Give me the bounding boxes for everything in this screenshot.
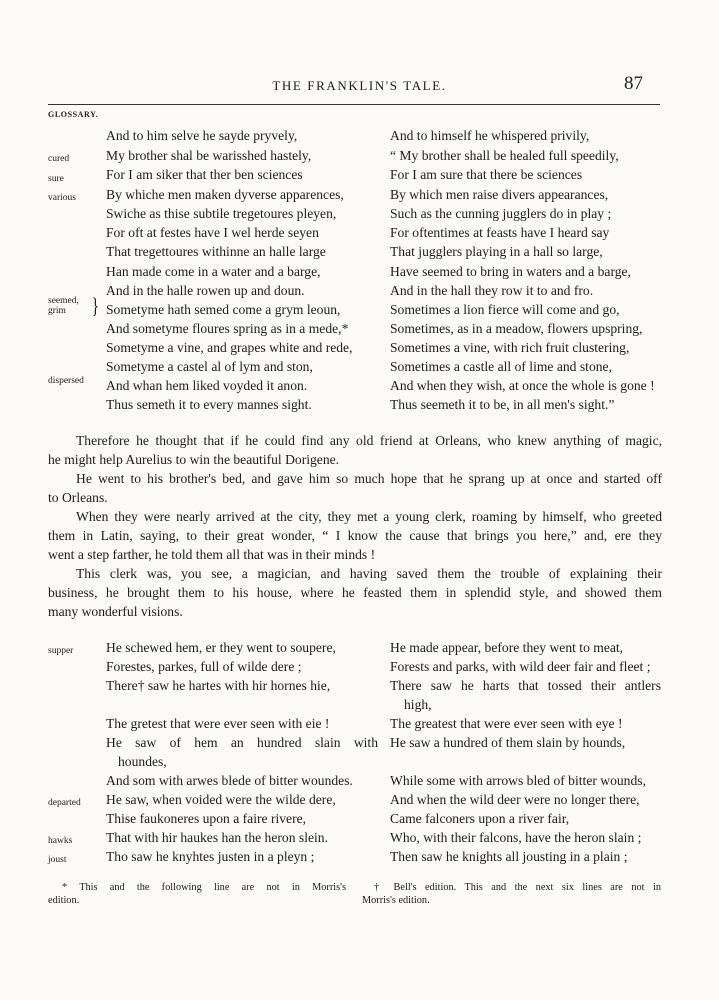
original-line: He saw, when voided were the wilde dere, (106, 792, 336, 807)
page-number: 87 (624, 73, 643, 94)
gloss-joust: joust (48, 855, 67, 865)
original-line: Swiche as thise subtile tregetoures pleyen, (106, 206, 337, 221)
original-line: And in the halle rowen up and doun. (106, 283, 305, 298)
original-line: And som with arwes blede of bitter woundes. (106, 773, 353, 788)
modern-line: Sometimes a lion fierce will come and go, (390, 302, 620, 317)
original-line: For oft at festes have I wel herde seyen (106, 225, 319, 240)
footnote-left-line: * This and the following line are not in Morris's (62, 882, 346, 893)
modern-line: high, (404, 697, 432, 712)
modern-line: He saw a hundred of them slain by hounds, (390, 735, 626, 750)
prose-line: many wonderful visions. (48, 604, 183, 619)
gloss-grim: grim (48, 306, 66, 316)
gloss-dispersed: dispersed (48, 376, 84, 386)
original-line: Tho saw he knyhtes justen in a pleyn ; (106, 849, 315, 864)
modern-line: Have seemed to bring in waters and a barge, (390, 264, 631, 279)
modern-line: Forests and parks, with wild deer fair and fleet ; (390, 659, 651, 674)
modern-line: That jugglers playing in a hall so large, (390, 244, 603, 259)
footnote-right-line: Morris's edition. (362, 895, 430, 906)
running-title: THE FRANKLIN'S TALE. (272, 78, 447, 93)
modern-line: “ My brother shall be healed full speedily, (390, 148, 619, 163)
footnote-right-line: † Bell's edition. This and the next six lines are not in (374, 882, 661, 893)
gloss-seemed: seemed, (48, 296, 79, 306)
original-line: Sometyme hath semed come a grym leoun, (106, 302, 341, 317)
original-line: My brother shal be warisshed hastely, (106, 148, 312, 163)
gloss-supper: supper (48, 646, 74, 656)
prose-line: business, he brought them to his house, where he feasted them in splendid style, and showed them (48, 585, 662, 600)
original-line: Thise faukoneres upon a faire rivere, (106, 811, 307, 826)
gloss-cured: cured (48, 154, 70, 164)
modern-line: And in the hall they row it to and fro. (390, 283, 594, 298)
original-line: For I am siker that ther ben sciences (106, 167, 303, 182)
glossary-heading: GLOSSARY. (48, 110, 99, 119)
original-line: That tregettoures withinne an halle large (106, 244, 326, 259)
original-line: Thus semeth it to every mannes sight. (106, 397, 312, 412)
modern-line: And when they wish, at once the whole is gone ! (390, 378, 655, 393)
modern-line: Came falconers upon a river fair, (390, 811, 570, 826)
original-line: By whiche men maken dyverse apparences, (106, 187, 344, 202)
prose-line: Therefore he thought that if he could find any old friend at Orleans, who knew anything of magic, (76, 433, 662, 448)
header-rule (48, 104, 660, 105)
original-line: He schewed hem, er they went to soupere, (106, 640, 336, 655)
original-line: And whan hem liked voyded it anon. (106, 378, 308, 393)
gloss-various: various (48, 193, 76, 203)
modern-line: And when the wild deer were no longer there, (390, 792, 640, 807)
modern-line: He made appear, before they went to meat, (390, 640, 624, 655)
prose-line: he might help Aurelius to win the beautiful Dorigene. (48, 452, 340, 467)
modern-line: Sometimes, as in a meadow, flowers upspring, (390, 321, 643, 336)
gloss-departed: departed (48, 798, 81, 808)
modern-line: By which men raise divers appearances, (390, 187, 609, 202)
original-line: Sometyme a vine, and grapes white and rede, (106, 340, 353, 355)
original-line: Forestes, parkes, full of wilde dere ; (106, 659, 302, 674)
prose-line: He went to his brother's bed, and gave him so much hope that he sprang up at once and started off (76, 471, 662, 486)
gloss-sure: sure (48, 174, 64, 184)
original-line: houndes, (118, 754, 167, 769)
modern-line: Sometimes a vine, with rich fruit clustering, (390, 340, 630, 355)
modern-line: There saw he harts that tossed their antlers (390, 678, 661, 693)
prose-line: to Orleans. (48, 490, 108, 505)
modern-line: For I am sure that there be sciences (390, 167, 583, 182)
original-line: Sometyme a castel al of lym and ston, (106, 359, 313, 374)
modern-line: While some with arrows bled of bitter wounds, (390, 773, 646, 788)
gloss-hawks: hawks (48, 836, 73, 846)
prose-line: them in Latin, saying, to their great wonder, “ I know the cause that brings you here,” and, ere they (48, 528, 662, 543)
prose-line: When they were nearly arrived at the city, they met a young clerk, roaming by himself, who greeted (76, 509, 662, 524)
modern-line: Such as the cunning jugglers do in play ; (390, 206, 612, 221)
modern-line: Who, with their falcons, have the heron slain ; (390, 830, 642, 845)
modern-line: Sometimes a castle all of lime and stone, (390, 359, 612, 374)
original-line: That with hir haukes han the heron slein. (106, 830, 328, 845)
original-line: And to him selve he sayde pryvely, (106, 128, 298, 143)
gloss-brace: } (91, 293, 99, 318)
modern-line: And to himself he whispered privily, (390, 128, 590, 143)
original-line: And sometyme floures spring as in a mede,* (106, 321, 349, 336)
prose-line: went a step farther, he told them all that was in their minds ! (48, 547, 376, 562)
modern-line: Thus seemeth it to be, in all men's sight.” (390, 397, 615, 412)
footnote-left-line: edition. (48, 895, 80, 906)
original-line: There† saw he hartes with hir hornes hie, (106, 678, 331, 693)
original-line: The gretest that were ever seen with eie ! (106, 716, 330, 731)
original-line: He saw of hem an hundred slain with (106, 735, 378, 750)
modern-line: For oftentimes at feasts have I heard say (390, 225, 610, 240)
modern-line: The greatest that were ever seen with eye ! (390, 716, 623, 731)
prose-line: This clerk was, you see, a magician, and having saved them the trouble of explaining their (76, 566, 662, 581)
modern-line: Then saw he knights all jousting in a plain ; (390, 849, 628, 864)
original-line: Han made come in a water and a barge, (106, 264, 321, 279)
